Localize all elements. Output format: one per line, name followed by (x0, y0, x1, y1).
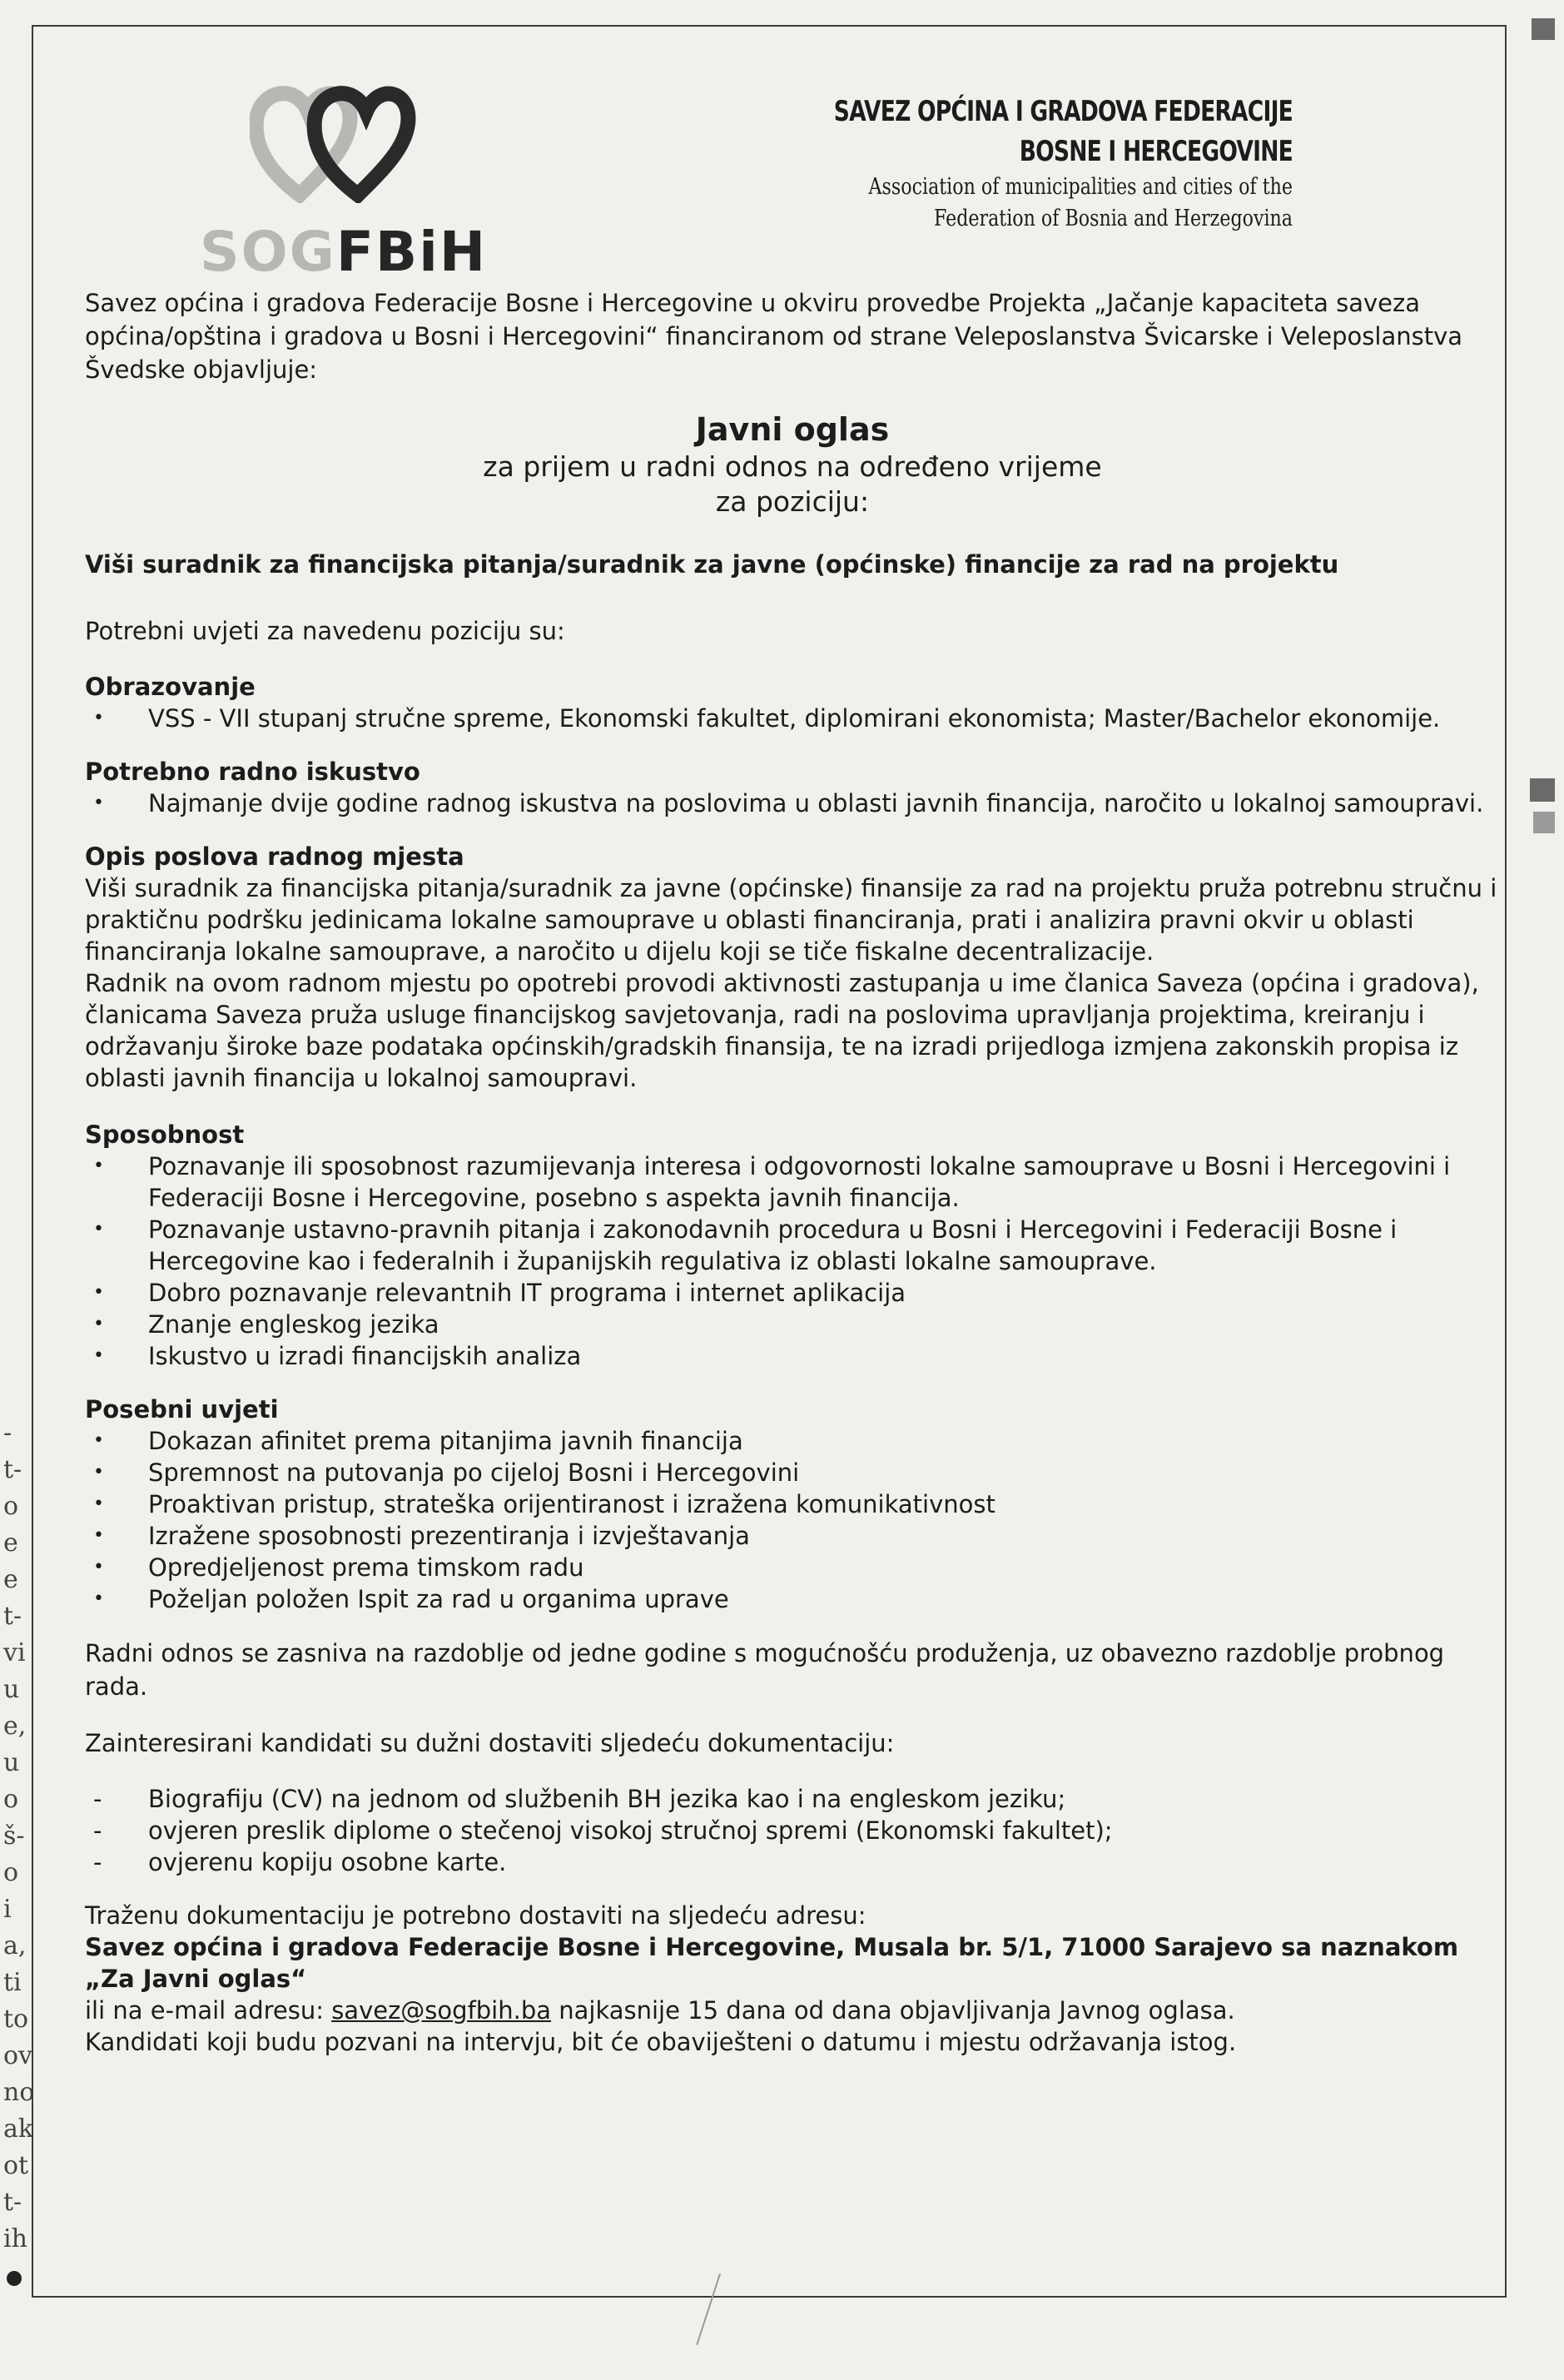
experience-heading: Potrebno radno iskustvo (85, 758, 420, 786)
edge-letter: to (3, 2005, 29, 2034)
email-suffix: najkasnije 15 dana od dana objavljivanja Javnog oglasa. (559, 1996, 1235, 2025)
edge-letter: ak (3, 2114, 34, 2144)
job-description (85, 872, 1500, 1094)
list-item: • Proaktivan pristup, strateška orijentiranost i izražena komunikativnost (85, 1488, 1500, 1520)
list-item: • VSS - VII stupanj stručne spreme, Ekonomski fakultet, diplomirani ekonomista; Master/Bachelor ekonomije. (85, 703, 1500, 734)
submission-intro: Traženu dokumentaciju je potrebno dostaviti na sljedeću adresu: (85, 1901, 866, 1930)
requirements-intro: Potrebni uvjeti za navedenu poziciju su: (85, 617, 565, 645)
edge-letter: u (3, 1675, 20, 1704)
ad-subtitle-1: za prijem u radni odnos na određeno vrijeme (483, 450, 1102, 483)
list-item: • Izražene sposobnosti prezentiranja i izvještavanja (85, 1520, 1500, 1552)
edge-letter: o (3, 1858, 19, 1887)
job-description-p1: Viši suradnik za financijska pitanja/suradnik za javne (općinske) finansije za rad na projektu pruža potrebnu stručnu i praktičnu podršku jedinicama lokalne samouprave u oblasti financiranja, prati i analizira pravni okvir u oblasti financiranja lokalne samouprave, a naročito u dijelu koji se tiče fiskalne decentralizacije. (85, 874, 1497, 966)
list-item: • Znanje engleskog jezika (85, 1309, 1500, 1340)
list-item: • Poznavanje ili sposobnost razumijevanja interesa i odgovornosti lokalne samouprave u Bosni i Hercegovini i Federaciji Bosne i Hercegovine, posebno s aspekta javnih financija. (85, 1150, 1500, 1214)
list-item: - ovjerenu kopiju osobne karte. (85, 1846, 1500, 1878)
org-name-en-line1: Association of municipalities and cities of the (868, 174, 1293, 200)
edge-letter: ov (3, 2041, 33, 2070)
list-item: • Opredjeljenost prema timskom radu (85, 1552, 1500, 1583)
edge-letter: u (3, 1748, 20, 1777)
edge-letter: e (3, 1528, 18, 1558)
edge-mark (1530, 778, 1555, 802)
edge-letter: š- (3, 1821, 25, 1851)
bullet-dot (7, 2271, 22, 2286)
abilities-list (85, 1150, 1500, 1372)
edge-letter: i (3, 1895, 12, 1924)
education-heading: Obrazovanje (85, 673, 256, 701)
advertisement-frame (32, 25, 1507, 2298)
abilities-heading: Sposobnost (85, 1120, 245, 1149)
submission-address: Savez općina i gradova Federacije Bosne i Hercegovine, Musala br. 5/1, 71000 Sarajevo sa naznakom „Za Javni oglas“ (85, 1933, 1459, 1993)
ad-subtitle-2: za poziciju: (715, 485, 870, 518)
edge-letter: ti (3, 1968, 22, 1997)
edge-letter: no (3, 2078, 35, 2107)
edge-letter: o (3, 1785, 19, 1814)
edge-letter: vi (3, 1638, 26, 1667)
logo-wordmark: SOGFBiH (200, 220, 488, 284)
sogfbih-logo (175, 78, 488, 295)
experience-list (85, 788, 1500, 819)
ad-content (85, 286, 1500, 2058)
documents-list (85, 1783, 1500, 1878)
edge-letter: t- (3, 1455, 22, 1484)
edge-letter: t- (3, 2188, 22, 2217)
list-item: • Spremnost na putovanja po cijeloj Bosni i Hercegovini (85, 1457, 1500, 1488)
list-item: - Biografiju (CV) na jednom od službenih BH jezika kao i na engleskom jeziku; (85, 1783, 1500, 1815)
position-title: Viši suradnik za financijska pitanja/suradnik za javne (općinske) financije za rad na projektu (85, 550, 1339, 579)
edge-letter: ot (3, 2151, 29, 2180)
org-name-en-line2: Federation of Bosnia and Herzegovina (934, 206, 1293, 231)
list-item: • Dobro poznavanje relevantnih IT programa i internet aplikacija (85, 1277, 1500, 1309)
education-list (85, 703, 1500, 734)
list-item: • Dokazan afinitet prema pitanjima javnih financija (85, 1425, 1500, 1457)
documents-intro: Zainteresirani kandidati su dužni dostaviti sljedeću dokumentaciju: (85, 1729, 895, 1757)
logo-hearts-icon (250, 78, 416, 203)
job-description-heading: Opis poslova radnog mjesta (85, 842, 464, 871)
ad-title: Javni oglas (695, 411, 890, 448)
job-description-p2: Radnik na ovom radnom mjestu po opotrebi provodi aktivnosti zastupanja u ime članica Saveza (općina i gradova), članicama Saveza pruža usluge financijskog savjetovanja, radi na poslovima upravljanja projektima, kreiranju i održavanju široke baze podataka općinskih/gradskih finansija, te na izradi prijedloga izmjena zakonskih propisa iz oblasti javnih financija u lokalnoj samoupravi. (85, 969, 1479, 1092)
edge-letter: ih (3, 2224, 27, 2253)
submission-email-line (85, 1995, 1500, 2026)
edge-mark (1533, 812, 1555, 833)
special-heading: Posebni uvjeti (85, 1395, 279, 1424)
employment-terms: Radni odnos se zasniva na razdoblje od jedne godine s mogućnošću produženja, uz obavezno razdoblje probnog rada. (85, 1639, 1445, 1701)
list-item: • Najmanje dvije godine radnog iskustva na poslovima u oblasti javnih financija, naročito u lokalnoj samoupravi. (85, 788, 1500, 819)
closing-note: Kandidati koji budu pozvani na intervju, bit će obaviješteni o datumu i mjestu održavanja istog. (85, 2028, 1237, 2056)
list-item: • Iskustvo u izradi financijskih analiza (85, 1340, 1500, 1372)
org-name-line1: SAVEZ OPĆINA I GRADOVA FEDERACIJE (833, 95, 1293, 128)
list-item: • Poželjan položen Ispit za rad u organima uprave (85, 1583, 1500, 1615)
email-prefix: ili na e-mail adresu: (85, 1996, 324, 2025)
edge-letter: e, (3, 1712, 27, 1741)
org-name-line2: BOSNE I HERCEGOVINE (1019, 135, 1293, 168)
intro-paragraph: Savez općina i gradova Federacije Bosne i Hercegovine u okviru provedbe Projekta „Jačanje kapaciteta saveza općina/opština i gradova u Bosni i Hercegovini“ financiranom od strane Veleposlanstva Švicarske i Veleposlanstva Švedske objavljuje: (85, 289, 1463, 384)
edge-letter: a, (3, 1931, 27, 1960)
list-item: • Poznavanje ustavno-pravnih pitanja i zakonodavnih procedura u Bosni i Hercegovini i Federaciji Bosne i Hercegovine kao i federalnih i županijskih regulativa iz oblasti lokalne samouprave. (85, 1214, 1500, 1277)
edge-letter: - (3, 1419, 12, 1448)
edge-letter: e (3, 1565, 18, 1594)
organization-header (660, 92, 1293, 235)
special-list (85, 1425, 1500, 1615)
edge-mark (1532, 18, 1555, 40)
list-item: - ovjeren preslik diplome o stečenoj visokoj stručnoj spremi (Ekonomski fakultet); (85, 1815, 1500, 1846)
submission-block (85, 1900, 1500, 2058)
email-link[interactable]: savez@sogfbih.ba (331, 1996, 552, 2025)
edge-letter: o (3, 1492, 19, 1521)
edge-letter: t- (3, 1602, 22, 1631)
